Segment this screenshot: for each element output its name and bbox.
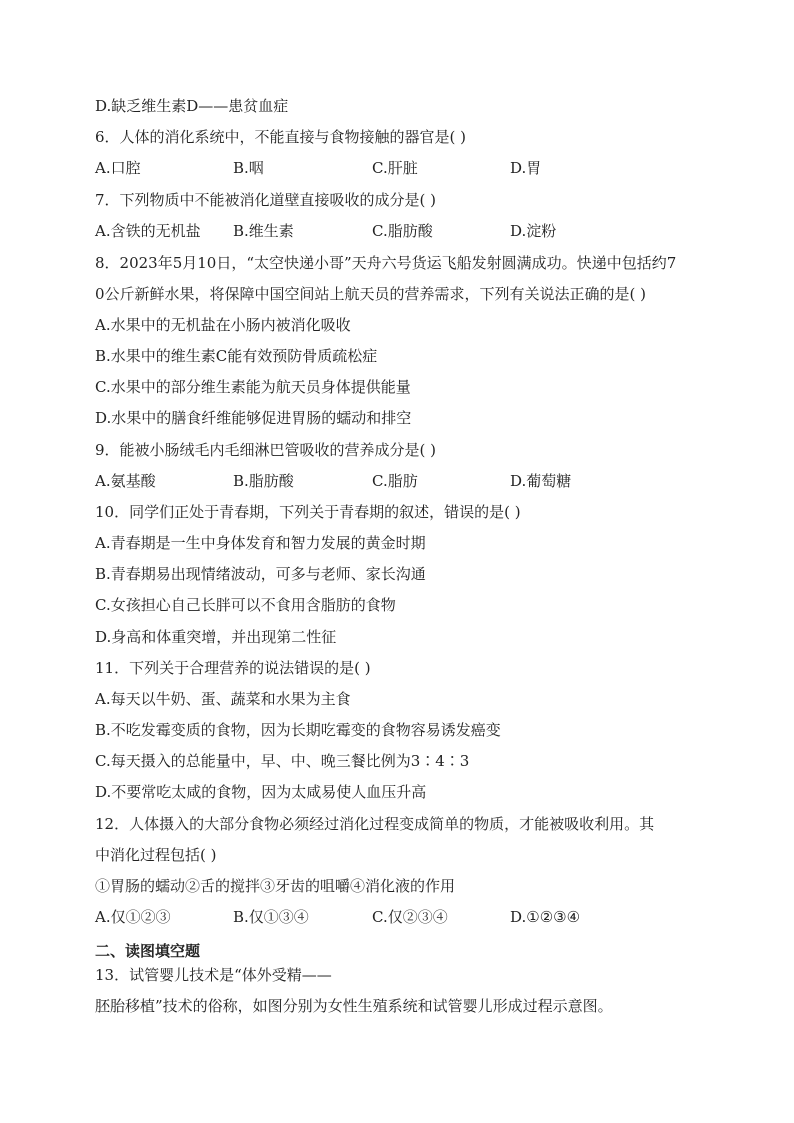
q7-option-a: A.含铁的无机盐 (95, 222, 201, 240)
question-8-line-1: 8．2023年5月10日，“太空快递小哥”天舟六号货运飞船发射圆满成功。快递中包括约7 (95, 254, 677, 272)
q12-option-c: C.仅②③④ (372, 908, 448, 926)
question-11: 11．下列关于合理营养的说法错误的是( ) (95, 659, 371, 677)
q10-option-b: B.青春期易出现情绪波动，可多与老师、家长沟通 (95, 565, 426, 583)
q10-option-d: D.身高和体重突增，并出现第二性征 (95, 628, 337, 646)
q12-option-a: A.仅①②③ (95, 908, 171, 926)
q11-option-b: B.不吃发霉变质的食物，因为长期吃霉变的食物容易诱发癌变 (95, 721, 501, 739)
q6-option-d: D.胃 (510, 159, 542, 177)
q6-option-a: A.口腔 (95, 159, 141, 177)
q12-statement-list: ①胃肠的蠕动②舌的搅拌③牙齿的咀嚼④消化液的作用 (95, 877, 456, 895)
q8-option-d: D.水果中的膳食纤维能够促进胃肠的蠕动和排空 (95, 409, 412, 427)
q7-option-c: C.脂肪酸 (372, 222, 433, 240)
question-10: 10．同学们正处于青春期，下列关于青春期的叙述，错误的是( ) (95, 503, 521, 521)
q12-option-b: B.仅①③④ (233, 908, 309, 926)
q7-option-b: B.维生素 (233, 222, 294, 240)
q11-option-c: C.每天摄入的总能量中，早、中、晚三餐比例为3∶4∶3 (95, 752, 470, 770)
q11-option-d: D.不要常吃太咸的食物，因为太咸易使人血压升高 (95, 783, 427, 801)
q10-option-a: A.青春期是一生中身体发育和智力发展的黄金时期 (95, 534, 426, 552)
q6-option-c: C.肝脏 (372, 159, 418, 177)
q11-option-a: A.每天以牛奶、蛋、蔬菜和水果为主食 (95, 690, 351, 708)
q6-option-b: B.咽 (233, 159, 264, 177)
question-8-line-2: 0公斤新鲜水果，将保障中国空间站上航天员的营养需求，下列有关说法正确的是( ) (95, 285, 647, 303)
q5-option-d: D.缺乏维生素D——患贫血症 (95, 97, 289, 115)
question-6: 6．人体的消化系统中，不能直接与食物接触的器官是( ) (95, 128, 467, 146)
q12-option-d: D.①②③④ (510, 908, 581, 926)
question-7: 7．下列物质中不能被消化道壁直接吸收的成分是( ) (95, 191, 437, 209)
question-13-line-1: 13．试管婴儿技术是“体外受精—— (95, 966, 332, 984)
q8-option-a: A.水果中的无机盐在小肠内被消化吸收 (95, 316, 351, 334)
q9-option-c: C.脂肪 (372, 472, 418, 490)
q9-option-b: B.脂肪酸 (233, 472, 294, 490)
q9-option-a: A.氨基酸 (95, 472, 156, 490)
question-9: 9．能被小肠绒毛内毛细淋巴管吸收的营养成分是( ) (95, 441, 437, 459)
question-12-line-2: 中消化过程包括( ) (95, 846, 217, 864)
section-heading: 二、读图填空题 (95, 942, 201, 960)
q9-option-d: D.葡萄糖 (510, 472, 572, 490)
question-12-line-1: 12．人体摄入的大部分食物必须经过消化过程变成简单的物质，才能被吸收利用。其 (95, 815, 655, 833)
q7-option-d: D.淀粉 (510, 222, 557, 240)
q8-option-b: B.水果中的维生素C能有效预防骨质疏松症 (95, 347, 378, 365)
q10-option-c: C.女孩担心自己长胖可以不食用含脂肪的食物 (95, 596, 396, 614)
question-13-line-2: 胚胎移植”技术的俗称，如图分别为女性生殖系统和试管婴儿形成过程示意图。 (95, 997, 613, 1015)
q8-option-c: C.水果中的部分维生素能为航天员身体提供能量 (95, 378, 411, 396)
